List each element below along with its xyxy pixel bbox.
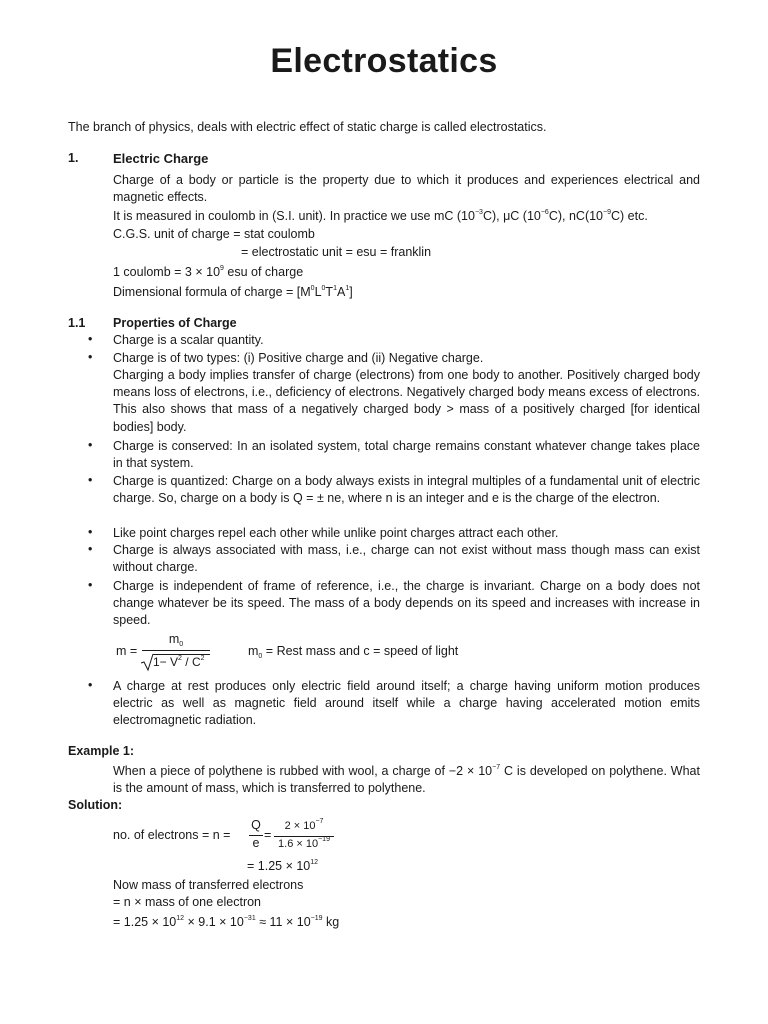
property-scalar: Charge is a scalar quantity. xyxy=(113,333,264,347)
property-invariant: Charge is independent of frame of reference, i.e., the charge is invariant. Charge on a body does not change whatever be its speed. The mass of a body depends on its speed and increases with increase in speed. xyxy=(113,579,700,628)
square-root-icon xyxy=(140,652,154,672)
charge-definition: Charge of a body or particle is the property due to which it produces and experiences electrical and magnetic effects. xyxy=(113,173,700,205)
equals-sign: = xyxy=(264,828,272,842)
property-fields: A charge at rest produces only electric field around itself; a charge having uniform motion produces electric as well as magnetic field around itself while a charge having accelerated motion emits electromagnetic radiation. xyxy=(113,679,700,728)
fraction-q-numerator: Q xyxy=(251,818,261,832)
fraction-numerator: $2 \times 10^{-7}$ xyxy=(284,818,324,832)
charge-units: It is measured in coulomb in (S.I. unit). In practice we use mC $(10^{-3}C)$, μC $(10^{-6}C)$, $nC(10^{-9}C)$ etc. xyxy=(113,209,648,223)
bullet-icon: • xyxy=(88,525,93,539)
dimensional-formula: Dimensional formula of charge = $[M^0L^0T^1A^1]$ xyxy=(113,285,353,299)
example-question: When a piece of polythene is rubbed with wool, a charge of $-2 \times 10^{-7}$ C is developed on polythene. What is the amount of mass, which is transferred to polythene. xyxy=(113,764,700,796)
property-two-types: Charge is of two types: (i) Positive charge and (ii) Negative charge. xyxy=(113,351,484,365)
bullet-icon: • xyxy=(88,332,93,346)
coulomb-conversion: 1 coulomb = $3 \times 10^9$ esu of charge xyxy=(113,265,304,279)
page-title: Electrostatics xyxy=(270,42,498,80)
section-heading: Electric Charge xyxy=(113,151,209,166)
charging-explanation: Charging a body implies transfer of charge (electrons) from one body to another. Positively charged body means loss of electrons, i.e., deficiency of electrons. Negatively charged body means excess of electrons. This also shows that mass of a negatively charged body > mass of a positively charged [for identical bodies] body. xyxy=(113,368,700,434)
electrons-count-lhs: no. of electrons = n = xyxy=(113,828,231,842)
subsection-number: 1.1 xyxy=(68,316,86,330)
bullet-icon: • xyxy=(88,438,93,452)
fraction-e-denominator: e xyxy=(252,836,260,850)
section-number: 1. xyxy=(68,151,79,165)
bullet-icon: • xyxy=(88,473,93,487)
cgs-unit: C.G.S. unit of charge = stat coulomb xyxy=(113,227,315,241)
fraction-bar xyxy=(142,650,210,651)
formula-denominator: $1- V^2 / C^2$ xyxy=(153,655,205,669)
bullet-icon: • xyxy=(88,578,93,592)
bullet-icon: • xyxy=(88,542,93,556)
property-conserved: Charge is conserved: In an isolated system, total charge remains constant whatever change takes place in that system. xyxy=(113,439,700,471)
solution-label: Solution: xyxy=(68,798,123,812)
subsection-heading: Properties of Charge xyxy=(113,316,237,330)
formula-note: $m_0$ = Rest mass and c = speed of light xyxy=(248,644,459,660)
property-mass: Charge is always associated with mass, i.e., charge can not exist without mass though mass can exist without charge. xyxy=(113,543,700,575)
electrons-count-result: = $1.25 \times 10^{12}$ xyxy=(247,859,319,873)
bullet-icon: • xyxy=(88,678,93,692)
formula-numerator: $m_0$ xyxy=(168,632,184,648)
intro-text: The branch of physics, deals with electric effect of static charge is called electrostatics. xyxy=(68,120,547,134)
bullet-icon: • xyxy=(88,350,93,364)
mass-formula: = n × mass of one electron xyxy=(113,895,262,909)
mass-transferred-label: Now mass of transferred electrons xyxy=(113,878,304,892)
property-quantized: Charge is quantized: Charge on a body always exists in integral multiples of a fundamental unit of electric charge. So, charge on a body is Q = ± ne, where n is an integer and e is the charge of the electron. xyxy=(113,474,700,506)
example-label: Example 1: xyxy=(68,744,135,758)
formula-lhs: m = xyxy=(116,644,138,658)
cgs-unit-equivalents: = electrostatic unit = esu = franklin xyxy=(241,245,432,259)
property-repel-attract: Like point charges repel each other while unlike point charges attract each other. xyxy=(113,526,559,540)
fraction-denominator: $1.6 \times 10^{-19}$ xyxy=(278,836,330,850)
mass-result: = $1.25 \times 10^{12} \times 9.1 \times 10^{-31} \approx 11 \times 10^{-19}$ kg xyxy=(113,915,340,929)
